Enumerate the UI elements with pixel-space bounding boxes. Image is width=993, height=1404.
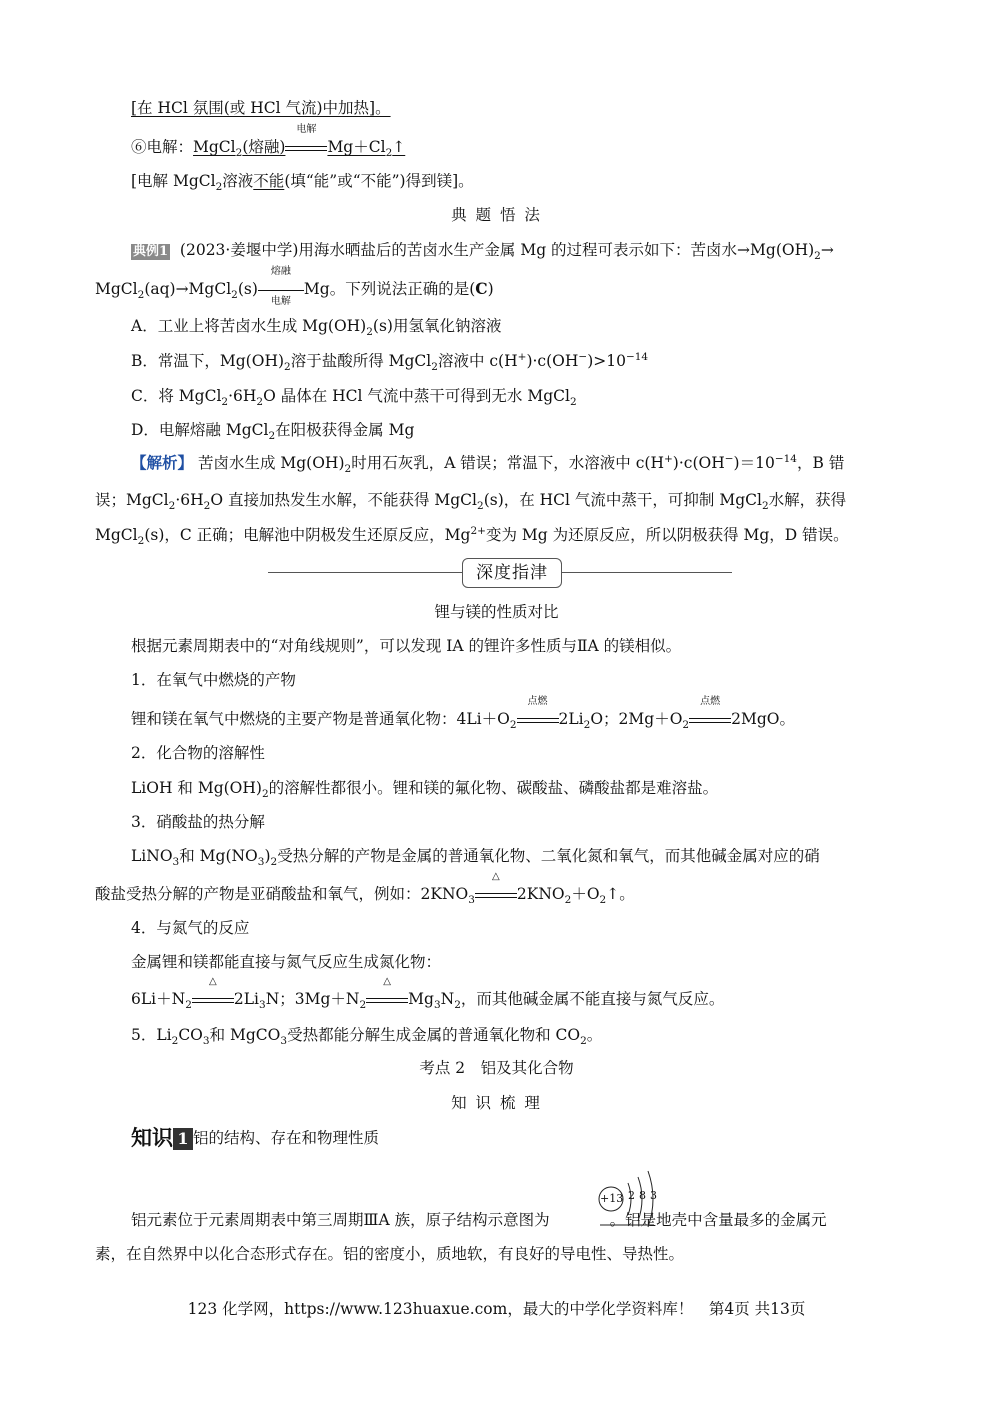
section-heading: 典 题 悟 法 — [451, 206, 542, 224]
list-heading: 4．与氮气的反应 — [131, 919, 250, 937]
nucleus-label: +13 — [600, 1192, 624, 1205]
equation-line: ⑥电解：MgCl$_2$(熔融) 电解 $Mg+Cl_2↑$ — [131, 124, 406, 160]
list-heading: 3．硝酸盐的热分解 — [131, 813, 265, 831]
text-line: 根据元素周期表中的“对角线规则”，可以发现 ⅠA 的锂许多性质与ⅡA 的镁相似。 — [131, 637, 682, 655]
text-line: 金属锂和镁都能直接与氮气反应生成氮化物： — [131, 953, 442, 971]
example-line: MgCl$_2$(aq)→MgCl$_2$(s) 熔融 电解 Mg。下列说法正确的是(C) — [95, 266, 494, 307]
text-line: LiNO$_3$和 $Mg(NO_3)_2$受热分解的产物是金属的普通氧化物、二氧化氮和氧气，而其他碱金属对应的硝 — [131, 847, 820, 869]
text-line: LiOH 和 $Mg(OH)_2$的溶解性都很小。锂和镁的氟化物、碳酸盐、磷酸盐都是难溶盐。 — [131, 779, 719, 801]
knowledge-heading: 知识 1 铝的结构、存在和物理性质 — [131, 1125, 380, 1150]
equation-line: 锂和镁在氧气中燃烧的主要产物是普通氧化物：$4Li+O_2$ 点燃 $2Li_2O$；$2Mg+O_2$ 点燃 2MgO。 — [131, 696, 795, 732]
option-c: C．将 $MgCl_2\cdot 6H_2O$ 晶体在 HCl 气流中蒸干可得到无水 MgCl$_2$ — [131, 387, 577, 409]
electron-count-1: 2 — [628, 1189, 635, 1202]
analysis-tag: 【解析】 — [131, 453, 194, 472]
option-b: B．常温下，$Mg(OH)_2$溶于盐酸所得 MgCl$_2$溶液中 $c(H^+)\cdot c(OH^-)>10^{-14}$ — [131, 350, 649, 374]
equation-line: 酸盐受热分解的产物是亚硝酸盐和氧气，例如：$2KNO_3$ △ $2KNO_2+O_2↑$。 — [95, 871, 635, 907]
example-tag: 典例1 — [133, 244, 169, 259]
option-d: D．电解熔融 MgCl$_2$在阳极获得金属 Mg — [131, 421, 415, 443]
text-line: [电解 MgCl$_2$溶液不能(填“能”或“不能”)得到镁]。 — [131, 172, 474, 194]
sub-title: 锂与镁的性质对比 — [434, 603, 559, 621]
text-line: 素，在自然界中以化合态形式存在。铝的密度小，质地软，有良好的导电性、导热性。 — [95, 1245, 685, 1263]
electron-count-2: 8 — [639, 1189, 646, 1202]
analysis-line: MgCl$_2$(s)，C 正确；电解池中阴极发生还原反应，$Mg^{2+}$变为 Mg 为还原反应，所以阴极获得 Mg，D 错误。 — [95, 524, 849, 548]
banner-title: 深度指津 — [462, 558, 562, 588]
text-line: [在 HCl 氛围(或 HCl 气流)中加热]。 — [131, 99, 391, 117]
banner-rule-right — [560, 572, 732, 573]
example-line: 典例1 (2023·姜堰中学)用海水晒盐后的苦卤水生产金属 Mg 的过程可表示如下：苦卤水$\to Mg(OH)_2\to$ — [133, 241, 834, 263]
list-heading: 5．$Li_2CO_3$和 MgCO$_3$受热都能分解生成金属的普通氧化物和 $CO_2$。 — [131, 1026, 603, 1048]
electron-count-3: 3 — [650, 1189, 657, 1202]
atom-structure-diagram — [596, 1168, 662, 1230]
analysis-line: 【解析】 苦卤水生成 $Mg(OH)_2$时用石灰乳，A 错误；常温下，水溶液中 $c(H^+)\cdot c(OH^-)=10^{-14}$，B 错 — [131, 452, 845, 476]
equation-line: $6Li+N_2$ △ $2Li_3N$；$3Mg+N_2$ △ $Mg_3N_2$，而其他碱金属不能直接与氮气反应。 — [131, 976, 725, 1012]
section-heading: 知 识 梳 理 — [451, 1094, 542, 1112]
banner-rule-left — [268, 572, 462, 573]
page-footer: 123 化学网，https://www.123huaxue.com，最大的中学化学资料库！ 第4页 共13页 — [187, 1300, 806, 1318]
topic-heading: 考点 2 铝及其化合物 — [419, 1059, 574, 1077]
text-line: 铝元素位于元素周期表中第三周期ⅢA 族，原子结构示意图为 。铝是地壳中含量最多的金属元 — [131, 1211, 827, 1229]
list-heading: 1．在氧气中燃烧的产物 — [131, 671, 296, 689]
list-heading: 2．化合物的溶解性 — [131, 744, 265, 762]
option-a: A．工业上将苦卤水生成 $Mg(OH)_2(s)$用氢氧化钠溶液 — [131, 317, 502, 339]
analysis-line: 误；$MgCl_2\cdot 6H_2O$ 直接加热发生水解，不能获得 MgCl$_2$(s)，在 HCl 气流中蒸干，可抑制 MgCl$_2$水解，获得 — [95, 491, 847, 513]
